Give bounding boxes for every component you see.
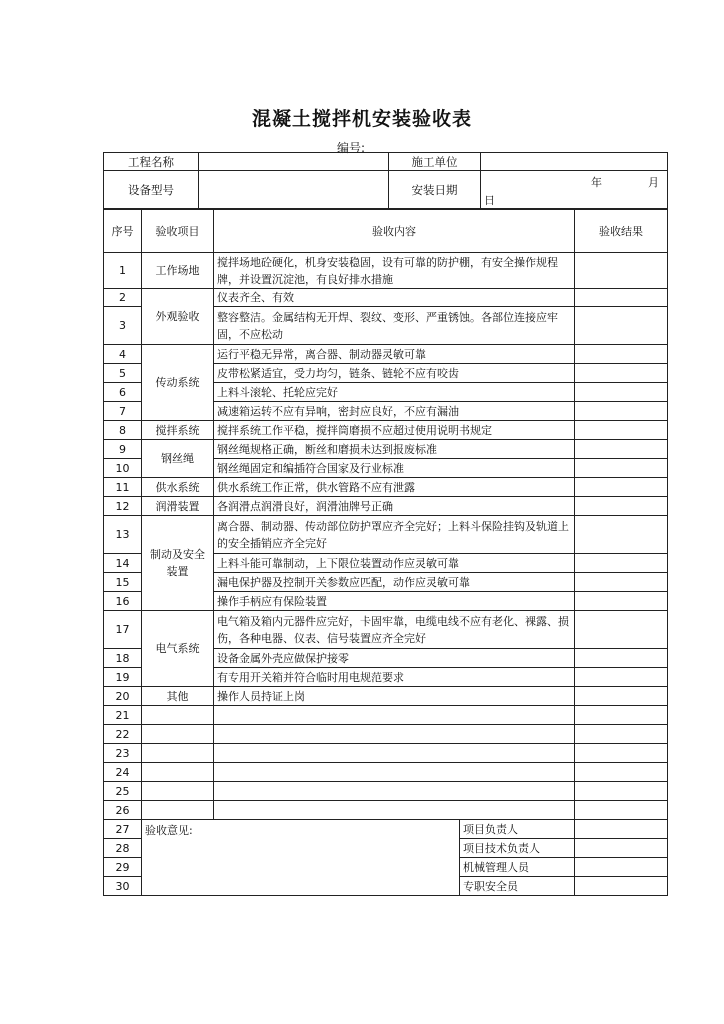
result-cell[interactable]: [575, 573, 668, 592]
result-cell[interactable]: [575, 668, 668, 687]
row-number: 19: [104, 668, 142, 687]
row-number: 4: [104, 345, 142, 364]
inspection-content: 漏电保护器及控制开关参数应匹配，动作应灵敏可靠: [214, 573, 575, 592]
project-name-field[interactable]: [199, 153, 389, 171]
inspection-content: 搅拌系统工作平稳，搅拌筒磨损不应超过使用说明书规定: [214, 421, 575, 440]
inspection-item[interactable]: [142, 706, 214, 725]
inspection-content: 钢丝绳固定和编插符合国家及行业标准: [214, 459, 575, 478]
signer-role: 项目负责人: [460, 820, 575, 839]
row-number: 26: [104, 801, 142, 820]
row-number: 7: [104, 402, 142, 421]
result-cell[interactable]: [575, 516, 668, 554]
inspection-item[interactable]: [142, 763, 214, 782]
inspection-content: 减速箱运转不应有异响，密封应良好，不应有漏油: [214, 402, 575, 421]
inspection-item[interactable]: [142, 782, 214, 801]
inspection-content: 有专用开关箱并符合临时用电规范要求: [214, 668, 575, 687]
inspection-content: 搅拌场地砼硬化，机身安装稳固，设有可靠的防护棚，有安全操作规程牌，并设置沉淀池，有良好排水措施: [214, 253, 575, 289]
row-number: 28: [104, 839, 142, 858]
inspection-content: 设备金属外壳应做保护接零: [214, 649, 575, 668]
row-number: 13: [104, 516, 142, 554]
equipment-model-field[interactable]: [199, 171, 389, 209]
inspection-item: 钢丝绳: [142, 440, 214, 478]
install-date-label: 安装日期: [389, 171, 481, 209]
result-cell[interactable]: [575, 307, 668, 345]
result-cell[interactable]: [575, 383, 668, 402]
result-cell[interactable]: [575, 763, 668, 782]
row-number: 9: [104, 440, 142, 459]
inspection-item[interactable]: [142, 744, 214, 763]
construction-unit-label: 施工单位: [389, 153, 481, 171]
header-table: [103, 152, 668, 209]
row-number: 6: [104, 383, 142, 402]
inspection-content: 供水系统工作正常，供水管路不应有泄露: [214, 478, 575, 497]
row-number: 30: [104, 877, 142, 896]
result-cell[interactable]: [575, 725, 668, 744]
row-number: 29: [104, 858, 142, 877]
inspection-content[interactable]: [214, 744, 575, 763]
project-name-label: 工程名称: [104, 153, 199, 171]
inspection-content: 各润滑点润滑良好，润滑油牌号正确: [214, 497, 575, 516]
row-number: 3: [104, 307, 142, 345]
inspection-content: 操作手柄应有保险装置: [214, 592, 575, 611]
inspection-content: 上料斗滚轮、托轮应完好: [214, 383, 575, 402]
inspection-item[interactable]: [142, 725, 214, 744]
row-number: 10: [104, 459, 142, 478]
signer-role: 专职安全员: [460, 877, 575, 896]
inspection-content: 皮带松紧适宜，受力均匀，链条、链轮不应有咬齿: [214, 364, 575, 383]
inspection-content: 操作人员持证上岗: [214, 687, 575, 706]
column-header-result: 验收结果: [575, 210, 668, 253]
column-header-seq: 序号: [104, 210, 142, 253]
inspection-content: 钢丝绳规格正确，断丝和磨损未达到报废标准: [214, 440, 575, 459]
row-number: 27: [104, 820, 142, 839]
row-number: 8: [104, 421, 142, 440]
row-number: 15: [104, 573, 142, 592]
row-number: 21: [104, 706, 142, 725]
row-number: 22: [104, 725, 142, 744]
install-date-field[interactable]: [481, 171, 668, 209]
acceptance-opinion[interactable]: 验收意见:: [142, 820, 460, 896]
inspection-item: 外观验收: [142, 289, 214, 345]
inspection-content: 运行平稳无异常，离合器、制动器灵敏可靠: [214, 345, 575, 364]
result-cell[interactable]: [575, 782, 668, 801]
row-number: 17: [104, 611, 142, 649]
inspection-item[interactable]: [142, 801, 214, 820]
construction-unit-field[interactable]: [481, 153, 668, 171]
result-cell[interactable]: [575, 440, 668, 459]
result-cell[interactable]: [575, 289, 668, 307]
signature-cell[interactable]: [575, 877, 668, 896]
result-cell[interactable]: [575, 497, 668, 516]
result-cell[interactable]: [575, 345, 668, 364]
signature-cell[interactable]: [575, 858, 668, 877]
row-number: 5: [104, 364, 142, 383]
row-number: 14: [104, 554, 142, 573]
result-cell[interactable]: [575, 478, 668, 497]
row-number: 12: [104, 497, 142, 516]
inspection-content: 离合器、制动器、传动部位防护罩应齐全完好；上料斗保险挂钩及轨道上的安全插销应齐全完好: [214, 516, 575, 554]
signature-cell[interactable]: [575, 820, 668, 839]
result-cell[interactable]: [575, 421, 668, 440]
result-cell[interactable]: [575, 364, 668, 383]
inspection-content: 上料斗能可靠制动，上下限位装置动作应灵敏可靠: [214, 554, 575, 573]
column-header-content: 验收内容: [214, 210, 575, 253]
result-cell[interactable]: [575, 459, 668, 478]
equipment-model-label: 设备型号: [104, 171, 199, 209]
inspection-content[interactable]: [214, 706, 575, 725]
result-cell[interactable]: [575, 554, 668, 573]
result-cell[interactable]: [575, 687, 668, 706]
inspection-item: 润滑装置: [142, 497, 214, 516]
row-number: 16: [104, 592, 142, 611]
signer-role: 项目技术负责人: [460, 839, 575, 858]
result-cell[interactable]: [575, 649, 668, 668]
row-number: 24: [104, 763, 142, 782]
inspection-item: 搅拌系统: [142, 421, 214, 440]
result-cell[interactable]: [575, 592, 668, 611]
inspection-item: 制动及安全装置: [142, 516, 214, 611]
result-cell[interactable]: [575, 611, 668, 649]
row-number: 25: [104, 782, 142, 801]
document-number-label: 编号:: [337, 141, 366, 155]
inspection-content[interactable]: [214, 725, 575, 744]
inspection-content[interactable]: [214, 801, 575, 820]
inspection-item: 传动系统: [142, 345, 214, 421]
inspection-content: 电气箱及箱内元器件应完好，卡固牢靠，电缆电线不应有老化、裸露、损伤，各种电器、仪表、信号装置应齐全完好: [214, 611, 575, 649]
signer-role: 机械管理人员: [460, 858, 575, 877]
signature-cell[interactable]: [575, 839, 668, 858]
inspection-item: 其他: [142, 687, 214, 706]
row-number: 1: [104, 253, 142, 289]
result-cell[interactable]: [575, 706, 668, 725]
row-number: 2: [104, 289, 142, 307]
page-title: 混凝土搅拌机安装验收表: [251, 108, 472, 130]
date-month: 月: [648, 176, 659, 189]
row-number: 23: [104, 744, 142, 763]
inspection-table: [103, 209, 668, 896]
inspection-item: 供水系统: [142, 478, 214, 497]
result-cell[interactable]: [575, 402, 668, 421]
result-cell[interactable]: [575, 744, 668, 763]
row-number: 18: [104, 649, 142, 668]
inspection-item: 电气系统: [142, 611, 214, 687]
inspection-content[interactable]: [214, 763, 575, 782]
inspection-item: 工作场地: [142, 253, 214, 289]
date-year: 年: [591, 176, 602, 189]
row-number: 20: [104, 687, 142, 706]
result-cell[interactable]: [575, 801, 668, 820]
result-cell[interactable]: [575, 253, 668, 289]
column-header-item: 验收项目: [142, 210, 214, 253]
inspection-content[interactable]: [214, 782, 575, 801]
inspection-content: 仪表齐全、有效: [214, 289, 575, 307]
row-number: 11: [104, 478, 142, 497]
date-day: 日: [484, 194, 495, 207]
inspection-content: 整容整洁。金属结构无开焊、裂纹、变形、严重锈蚀。各部位连接应牢固，不应松动: [214, 307, 575, 345]
